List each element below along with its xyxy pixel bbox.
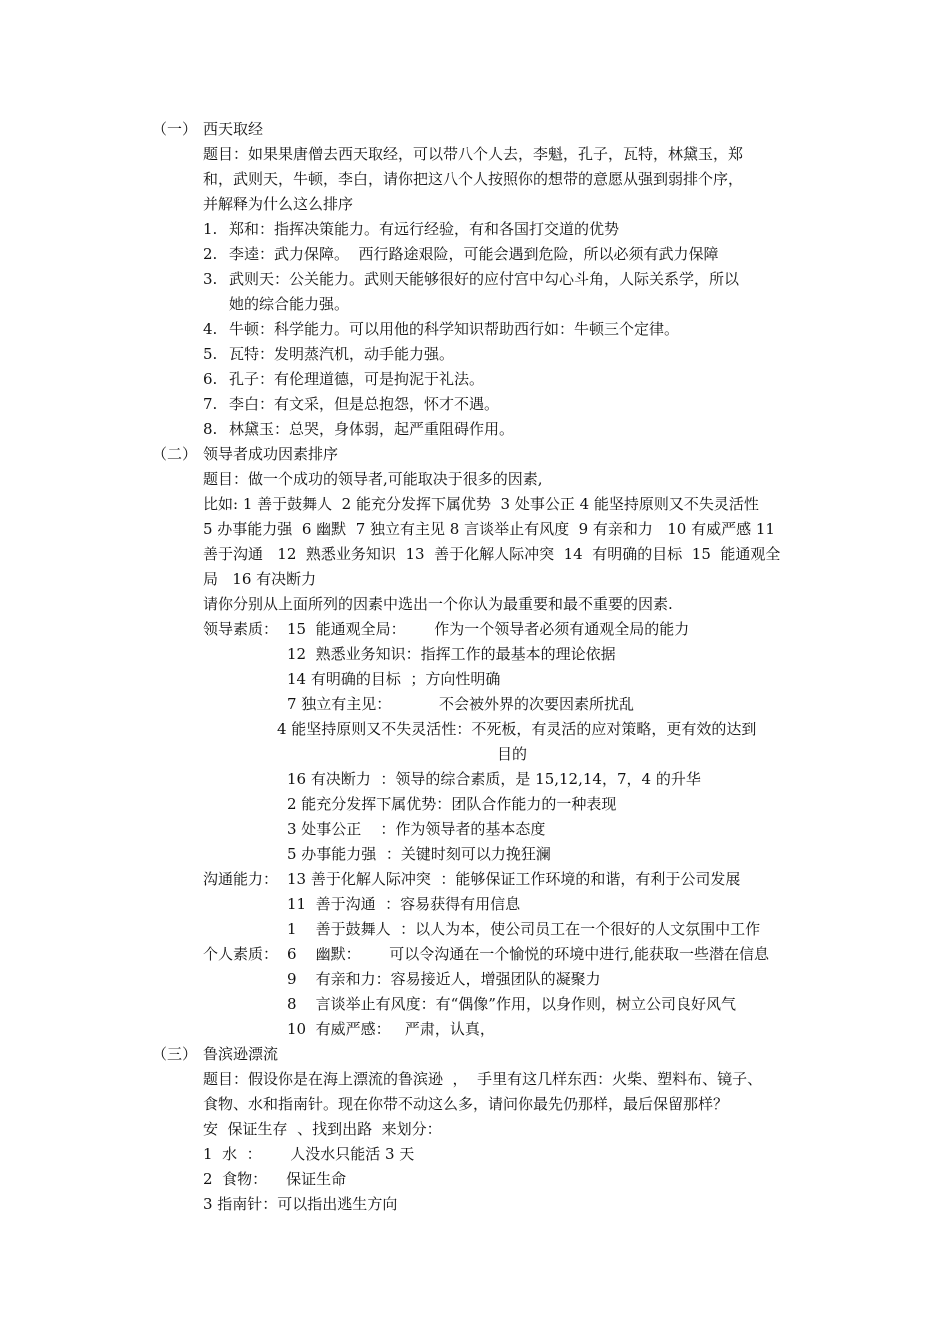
group-entry: 4 能坚持原则又不失灵活性：不死板，有灵活的应对策略，更有效的达到 <box>277 720 757 738</box>
section-1-question-line: 题目：如果果唐僧去西天取经，可以带八个人去，李魁，孔子，瓦特，林黛玉，郑 <box>203 145 744 163</box>
list-item-number: 2. <box>203 245 218 263</box>
section-1-question-line: 并解释为什么这么排序 <box>203 195 354 213</box>
group-entry: 12 熟悉业务知识：指挥工作的最基本的理论依据 <box>287 645 616 663</box>
section-1-title: 西天取经 <box>203 120 264 138</box>
section-1-question-line: 和，武则天，牛顿，李白，请你把这八个人按照你的想带的意愿从强到弱排个序， <box>203 170 744 188</box>
group-entry: 15 能通观全局： 作为一个领导者必须有通观全局的能力 <box>287 620 690 638</box>
list-item-text: 林黛玉：总哭，身体弱，起严重阻碍作用。 <box>229 420 515 438</box>
group-label-personal: 个人素质： <box>203 945 279 963</box>
group-entry: 10 有威严感： 严肃，认真， <box>287 1020 495 1038</box>
section-3-title: 鲁滨逊漂流 <box>203 1045 279 1063</box>
section-2-line: 善于沟通 12 熟悉业务知识 13 善于化解人际冲突 14 有明确的目标 15 能通观全 <box>203 545 781 563</box>
section-3-line: 安 保证生存 、找到出路 来划分： <box>203 1120 442 1138</box>
section-2-title: 领导者成功因素排序 <box>203 445 339 463</box>
group-entry: 7 独立有主见： 不会被外界的次要因素所扰乱 <box>287 695 634 713</box>
list-item-text: 瓦特：发明蒸汽机，动手能力强。 <box>229 345 455 363</box>
list-item-number: 3. <box>203 270 218 288</box>
section-2-line: 请你分别从上面所列的因素中选出一个你认为最重要和最不重要的因素. <box>203 595 673 613</box>
section-3-line: 食物、水和指南针。现在你带不动这么多，请问你最先仍那样，最后保留那样？ <box>203 1095 729 1113</box>
group-entry: 1 善于鼓舞人 ：以人为本，使公司员工在一个很好的人文氛围中工作 <box>287 920 761 938</box>
list-item-number: 7. <box>203 395 218 413</box>
group-entry: 9 有亲和力：容易接近人，增强团队的凝聚力 <box>287 970 601 988</box>
list-item-text: 郑和：指挥决策能力。有远行经验，有和各国打交道的优势 <box>229 220 620 238</box>
section-3-line: 1 水 ： 人没水只能活 3 天 <box>203 1145 415 1163</box>
list-item-number: 8. <box>203 420 218 438</box>
list-item-text: 牛顿：科学能力。可以用他的科学知识帮助西行如：牛顿三个定律。 <box>229 320 680 338</box>
group-entry: 13 善于化解人际冲突 ：能够保证工作环境的和谐，有利于公司发展 <box>287 870 741 888</box>
list-item-text: 李逵：武力保障。 西行路途艰险，可能会遇到危险，所以必须有武力保障 <box>229 245 719 263</box>
section-3-line: 2 食物： 保证生命 <box>203 1170 347 1188</box>
list-item-text: 孔子：有伦理道德，可是拘泥于礼法。 <box>229 370 485 388</box>
list-item-text: 李白：有文采，但是总抱怨，怀才不遇。 <box>229 395 500 413</box>
section-2-marker: （二） <box>152 445 198 463</box>
group-label-communication: 沟通能力： <box>203 870 279 888</box>
section-2-line: 比如: 1 善于鼓舞人 2 能充分发挥下属优势 3 处事公正 4 能坚持原则又不失灵活性 <box>203 495 759 513</box>
list-item-number: 4. <box>203 320 218 338</box>
group-entry: 2 能充分发挥下属优势：团队合作能力的一种表现 <box>287 795 617 813</box>
group-entry: 5 办事能力强 ：关键时刻可以力挽狂澜 <box>287 845 551 863</box>
section-2-line: 题目：做一个成功的领导者,可能取决于很多的因素, <box>203 470 543 488</box>
list-item-text: 武则天：公关能力。武则天能够很好的应付宫中勾心斗角，人际关系学，所以 <box>229 270 740 288</box>
group-entry-continuation: 目的 <box>497 745 528 763</box>
group-entry: 3 处事公正 ：作为领导者的基本态度 <box>287 820 546 838</box>
group-entry: 16 有决断力 ：领导的综合素质，是 15,12,14，7，4 的升华 <box>287 770 701 788</box>
section-1-marker: （一） <box>152 120 198 138</box>
section-2-line: 5 办事能力强 6 幽默 7 独立有主见 8 言谈举止有风度 9 有亲和力 10 有威严感 11 <box>203 520 775 538</box>
list-item-continuation: 她的综合能力强。 <box>229 295 350 313</box>
group-entry: 8 言谈举止有风度：有“偶像”作用，以身作则，树立公司良好风气 <box>287 995 736 1013</box>
group-label-leadership: 领导素质： <box>203 620 279 638</box>
list-item-number: 6. <box>203 370 218 388</box>
group-entry: 14 有明确的目标 ；方向性明确 <box>287 670 501 688</box>
group-entry: 11 善于沟通 ：容易获得有用信息 <box>287 895 521 913</box>
list-item-number: 5. <box>203 345 218 363</box>
list-item-number: 1. <box>203 220 218 238</box>
section-3-line: 题目：假设你是在海上漂流的鲁滨逊 ， 手里有这几样东西：火柴、塑料布、镜子、 <box>203 1070 763 1088</box>
section-2-line: 局 16 有决断力 <box>203 570 317 588</box>
group-entry: 6 幽默： 可以令沟通在一个愉悦的环境中进行,能获取一些潜在信息 <box>287 945 769 963</box>
section-3-line: 3 指南针：可以指出逃生方向 <box>203 1195 398 1213</box>
section-3-marker: （三） <box>152 1045 198 1063</box>
